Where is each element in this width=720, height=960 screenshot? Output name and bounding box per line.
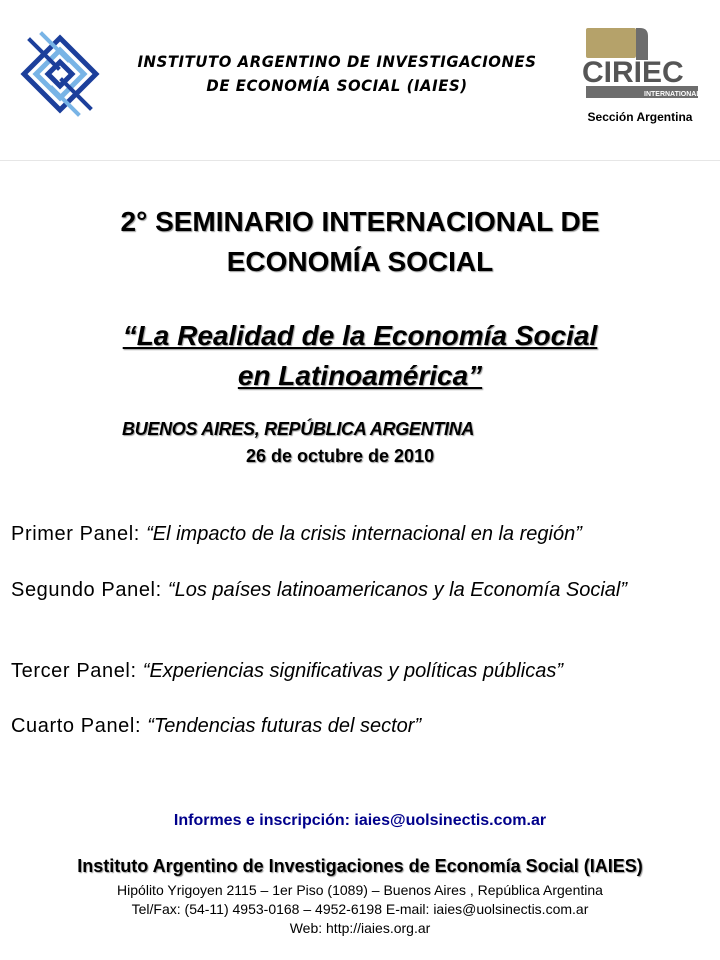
ciriec-logo — [578, 26, 702, 130]
seminar-subtitle-line-2: en Latinoamérica” — [237, 360, 483, 391]
seminar-title-line-2: ECONOMÍA SOCIAL — [226, 246, 494, 277]
institute-header-line-2: DE ECONOMÍA SOCIAL (IAIES) — [206, 76, 468, 95]
seminar-title — [0, 202, 720, 282]
footer-address: Hipólito Yrigoyen 2115 – 1er Piso (1089) – Buenos Aires , República Argentina — [117, 882, 603, 898]
seminar-title-line-1: 2° SEMINARIO INTERNACIONAL DE — [120, 206, 600, 237]
seminar-subtitle — [0, 316, 720, 396]
seminar-subtitle-line-1: “La Realidad de la Economía Social — [122, 320, 598, 351]
registration-info: Informes e inscripción: iaies@uolsinectis.com.ar — [173, 812, 547, 829]
panel-title: “Tendencias futuras del sector” — [147, 715, 422, 737]
panel-item — [11, 578, 716, 603]
footer-institute-name: Instituto Argentino de Investigaciones de Economía Social (IAIES) — [77, 856, 643, 876]
panel-title: “Los países latinoamericanos y la Economía Social” — [167, 579, 628, 601]
panel-item — [11, 522, 716, 547]
footer-phone-email: Tel/Fax: (54-11) 4953-0168 – 4952-6198 E-mail: iaies@uolsinectis.com.ar — [131, 901, 589, 917]
ciriec-emblem — [578, 26, 702, 108]
panel-label: Primer Panel: — [11, 523, 147, 545]
panel-item — [11, 714, 716, 739]
footer-web: Web: http://iaies.org.ar — [289, 920, 431, 936]
ciriec-section-label: Sección Argentina — [587, 110, 693, 124]
event-date: 26 de octubre de 2010 — [246, 446, 435, 466]
panel-title: “Experiencias significativas y políticas públicas” — [142, 660, 563, 682]
panel-label: Cuarto Panel: — [11, 715, 148, 737]
panel-title: “El impacto de la crisis internacional en la región” — [146, 523, 582, 545]
panel-item — [11, 659, 716, 684]
header — [0, 0, 720, 161]
institute-header-line-1: INSTITUTO ARGENTINO DE INVESTIGACIONES — [137, 52, 537, 71]
iaies-logo — [18, 22, 102, 126]
panel-label: Segundo Panel: — [11, 579, 168, 601]
ciriec-international-label: INTERNATIONAL — [644, 91, 701, 98]
ciriec-wordmark: CIRIEC — [582, 56, 684, 89]
panel-label: Tercer Panel: — [11, 660, 143, 682]
event-location: BUENOS AIRES, REPÚBLICA ARGENTINA — [122, 419, 475, 439]
institute-header-name — [128, 50, 547, 98]
